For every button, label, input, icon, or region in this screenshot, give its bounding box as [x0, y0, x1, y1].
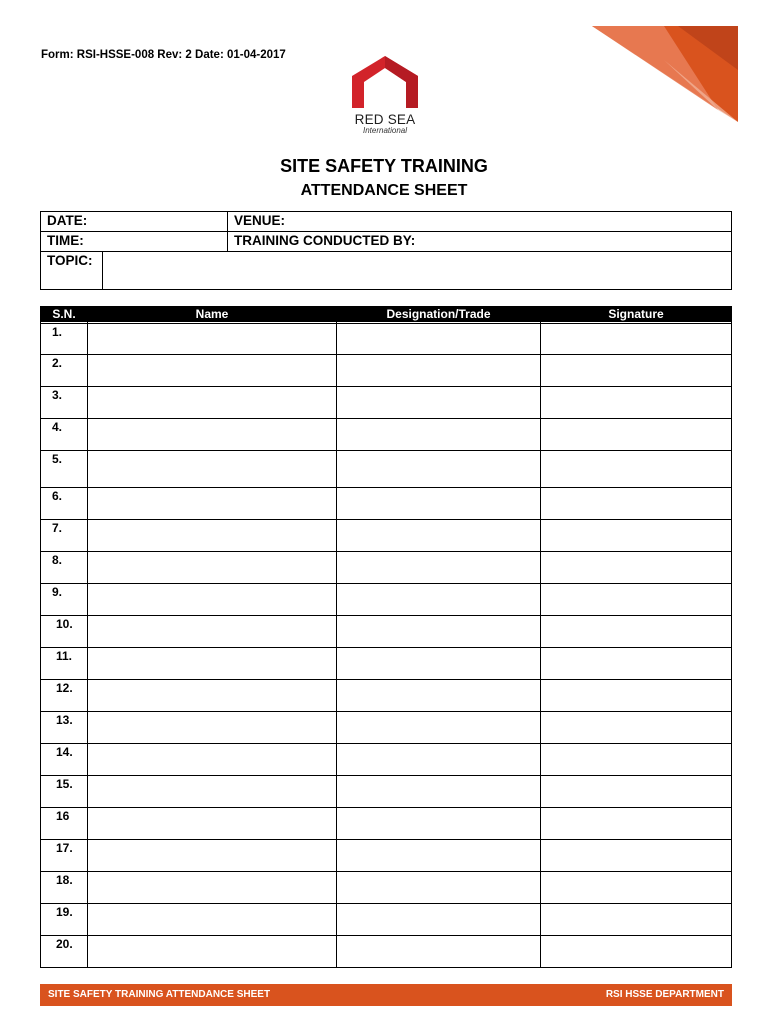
table-row[interactable]	[41, 323, 731, 354]
row-number: 19.	[56, 905, 73, 919]
table-row[interactable]	[41, 711, 731, 743]
table-row[interactable]	[41, 418, 731, 450]
table-row[interactable]	[41, 487, 731, 519]
table-row[interactable]	[41, 354, 731, 386]
row-number: 11.	[56, 649, 73, 663]
house-roof-icon	[350, 54, 420, 110]
table-row[interactable]	[41, 647, 731, 679]
row-number: 6.	[52, 489, 63, 503]
row-number: 1.	[52, 325, 63, 339]
topic-field[interactable]	[103, 252, 731, 289]
table-row[interactable]	[41, 807, 731, 839]
footer-left-text: SITE SAFETY TRAINING ATTENDANCE SHEET	[48, 989, 271, 1000]
table-row[interactable]	[41, 386, 731, 418]
training-info-table	[40, 211, 732, 290]
row-number: 8.	[52, 553, 63, 567]
company-logo	[340, 54, 430, 144]
time-field[interactable]: TIME:	[47, 233, 84, 248]
form-code: Form: RSI-HSSE-008 Rev: 2 Date: 01-04-2017	[41, 49, 286, 61]
row-number: 18.	[56, 873, 73, 887]
table-row[interactable]	[41, 615, 731, 647]
table-row[interactable]	[41, 450, 731, 487]
column-header-sn: S.N.	[52, 307, 76, 321]
footer-right-text: RSI HSSE DEPARTMENT	[605, 989, 724, 1000]
logo-name: RED SEA	[354, 112, 416, 127]
table-row[interactable]	[41, 935, 731, 967]
column-header-signature: Signature	[608, 307, 664, 321]
row-number: 10.	[56, 617, 73, 631]
row-number: 14.	[56, 745, 73, 759]
table-row[interactable]	[41, 743, 731, 775]
logo-subtitle: International	[362, 126, 408, 135]
table-row[interactable]	[41, 775, 731, 807]
column-header-name: Name	[195, 307, 229, 321]
row-number: 7.	[52, 521, 63, 535]
table-row[interactable]	[41, 519, 731, 551]
row-number: 4.	[52, 420, 63, 434]
page-subtitle: ATTENDANCE SHEET	[300, 182, 468, 199]
table-row[interactable]	[41, 679, 731, 711]
row-number: 16	[56, 809, 70, 823]
topic-label: TOPIC:	[47, 253, 93, 268]
page-title: SITE SAFETY TRAINING	[280, 156, 488, 176]
row-number: 15.	[56, 777, 73, 791]
row-number: 17.	[56, 841, 73, 855]
column-header-designation: Designation/Trade	[386, 307, 491, 321]
corner-decoration	[568, 0, 768, 140]
page-footer	[40, 984, 732, 1006]
venue-field[interactable]: VENUE:	[234, 213, 286, 228]
row-number: 12.	[56, 681, 73, 695]
conducted-by-field[interactable]: TRAINING CONDUCTED BY:	[234, 233, 416, 248]
table-row[interactable]	[41, 871, 731, 903]
table-row[interactable]	[41, 903, 731, 935]
date-field[interactable]: DATE:	[47, 213, 88, 228]
row-number: 9.	[52, 585, 63, 599]
table-row[interactable]	[41, 839, 731, 871]
table-row[interactable]	[41, 583, 731, 615]
row-number: 13.	[56, 713, 73, 727]
table-row[interactable]	[41, 551, 731, 583]
table-header	[41, 307, 731, 322]
row-number: 2.	[52, 356, 63, 370]
row-number: 5.	[52, 452, 63, 466]
row-number: 3.	[52, 388, 63, 402]
row-number: 20.	[56, 937, 73, 951]
attendance-table	[40, 306, 732, 968]
